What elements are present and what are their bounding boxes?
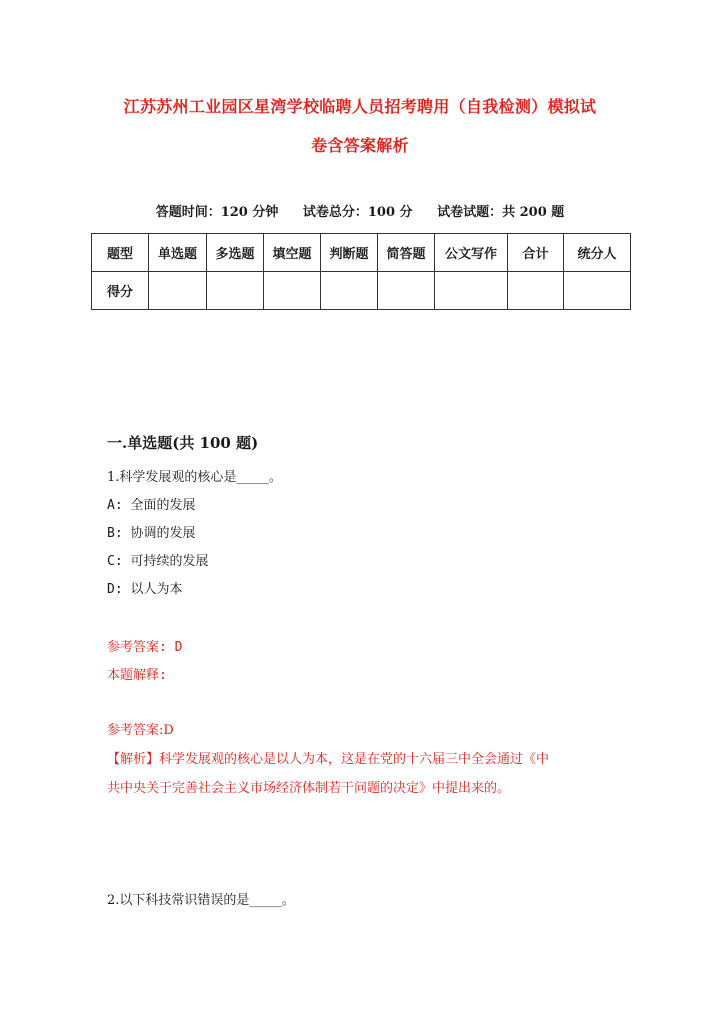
score-header-cell: 统分人 xyxy=(564,234,631,272)
exam-meta xyxy=(0,201,720,220)
score-header-cell: 合计 xyxy=(508,234,564,272)
score-header-cell: 填空题 xyxy=(264,234,321,272)
section-title: 一.单选题(共 100 题) xyxy=(107,434,259,452)
score-cell[interactable] xyxy=(149,272,207,310)
question-1-stem: 1.科学发展观的核心是_____。 xyxy=(107,470,282,485)
score-cell[interactable] xyxy=(508,272,564,310)
score-cell[interactable] xyxy=(435,272,508,310)
score-header-cell: 公文写作 xyxy=(435,234,508,272)
score-cell[interactable] xyxy=(207,272,264,310)
doc-title-line2: 卷含答案解析 xyxy=(311,136,409,155)
exam-time: 答题时间：120 分钟 xyxy=(155,205,279,220)
question-1-analysis-line1 xyxy=(107,748,549,767)
score-cell[interactable] xyxy=(321,272,378,310)
question-1-option-c: C: 可持续的发展 xyxy=(107,554,209,569)
doc-title-line1: 江苏苏州工业园区星湾学校临聘人员招考聘用（自我检测）模拟试 xyxy=(123,97,597,116)
score-header-cell: 单选题 xyxy=(149,234,207,272)
score-cell[interactable] xyxy=(564,272,631,310)
score-cell[interactable] xyxy=(378,272,435,310)
question-1-analysis-line2: 共中央关于完善社会主义市场经济体制若干问题的决定》中提出来的。 xyxy=(107,781,511,796)
analysis-tag: 【解析】 xyxy=(107,752,160,767)
question-1-option-b: B: 协调的发展 xyxy=(107,526,196,541)
score-table-header-row xyxy=(92,234,631,272)
score-table xyxy=(91,233,631,310)
score-row-label: 得分 xyxy=(92,272,149,310)
question-1-reference-answer: 参考答案: D xyxy=(107,640,183,655)
score-header-cell: 简答题 xyxy=(378,234,435,272)
score-cell[interactable] xyxy=(264,272,321,310)
question-1-option-a: A: 全面的发展 xyxy=(107,498,196,513)
exam-total-score: 试卷总分：100 分 xyxy=(302,205,413,220)
question-1-reference-answer-2: 参考答案:D xyxy=(107,723,174,738)
question-1-explanation-label: 本题解释: xyxy=(107,668,167,683)
score-table-score-row xyxy=(92,272,631,310)
score-header-cell: 题型 xyxy=(92,234,149,272)
analysis-text: 科学发展观的核心是以人为本，这是在党的十六届三中全会通过《中 xyxy=(159,752,550,767)
question-1-option-d: D: 以人为本 xyxy=(107,582,183,597)
score-header-cell: 判断题 xyxy=(321,234,378,272)
score-header-cell: 多选题 xyxy=(207,234,264,272)
exam-total-questions: 试卷试题：共 200 题 xyxy=(437,205,565,220)
question-2-stem: 2.以下科技常识错误的是_____。 xyxy=(107,893,295,908)
